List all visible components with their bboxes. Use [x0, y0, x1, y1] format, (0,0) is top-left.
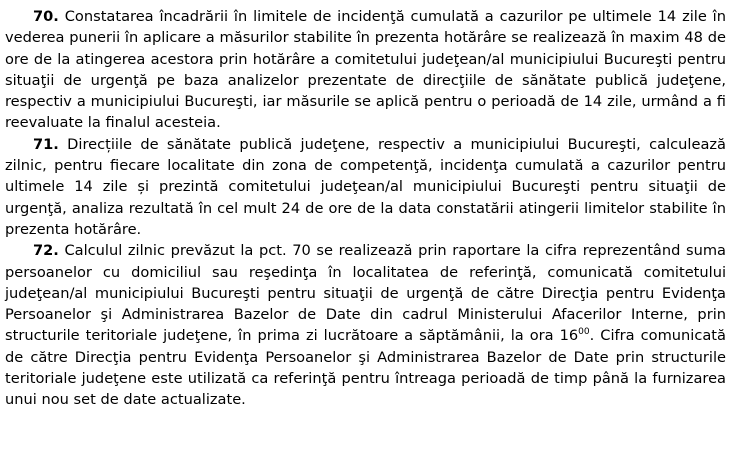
paragraph-text: . Cifra comunicată de către Direcţia pentru Evidenţa Persoanelor şi Administrarea Bazelor de Date prin structurile teritoriale judeţene este utilizată ca referinţă pentru întreaga perioadă de timp până la furnizarea unui nou set de date actualizate.	[5, 327, 726, 409]
paragraph-number: 71.	[33, 135, 59, 153]
paragraph-number: 72.	[33, 242, 59, 260]
paragraph-71	[5, 134, 726, 240]
paragraph-text: Direcțiile de sănătate publică judeţene, respectiv a municipiului Bucureşti, calculează zilnic, pentru fiecare localitate din zona de competenţă, incidenţa cumulată a cazurilor pentru ultimele 14 zile și prezintă comitetului judeţean/al municipiului Bucureşti pentru situaţii de urgenţă, analiza rezultată în cel mult 24 de ore de la data constatării atingerii limitelor stabilite în prezenta hotărâre.	[5, 135, 726, 238]
paragraph-72	[5, 240, 726, 410]
paragraph-text: Calculul zilnic prevăzut la pct. 70 se realizează prin raportare la cifra reprezentând suma persoanelor cu domiciliul sau reşedinţa în localitatea de referinţă, comunicată comitetului judeţean/al municipiului Bucureşti pentru situaţii de urgenţă de către Direcţia pentru Evidenţa Persoanelor şi Administrarea Bazelor de Date din cadrul Ministerului Afacerilor Interne, prin structurile teritoriale judeţene, în prima zi lucrătoare a săptămânii, la ora 16	[5, 242, 726, 345]
paragraph-70	[5, 6, 726, 134]
superscript-text: 00	[578, 327, 590, 338]
paragraph-text: Constatarea încadrării în limitele de incidenţă cumulată a cazurilor pe ultimele 14 zile în vederea punerii în aplicare a măsurilor stabilite în prezenta hotărâre se realizează în maxim 48 de ore de la atingerea acestora prin hotărâre a comitetului judeţean/al municipiului Bucureşti pentru situaţii de urgenţă pe baza analizelor prezentate de direcţiile de sănătate publică judeţene, respectiv a municipiului Bucureşti, iar măsurile se aplică pentru o perioadă de 14 zile, urmând a fi reevaluate la finalul acesteia.	[5, 8, 726, 132]
paragraph-number: 70.	[33, 8, 59, 25]
